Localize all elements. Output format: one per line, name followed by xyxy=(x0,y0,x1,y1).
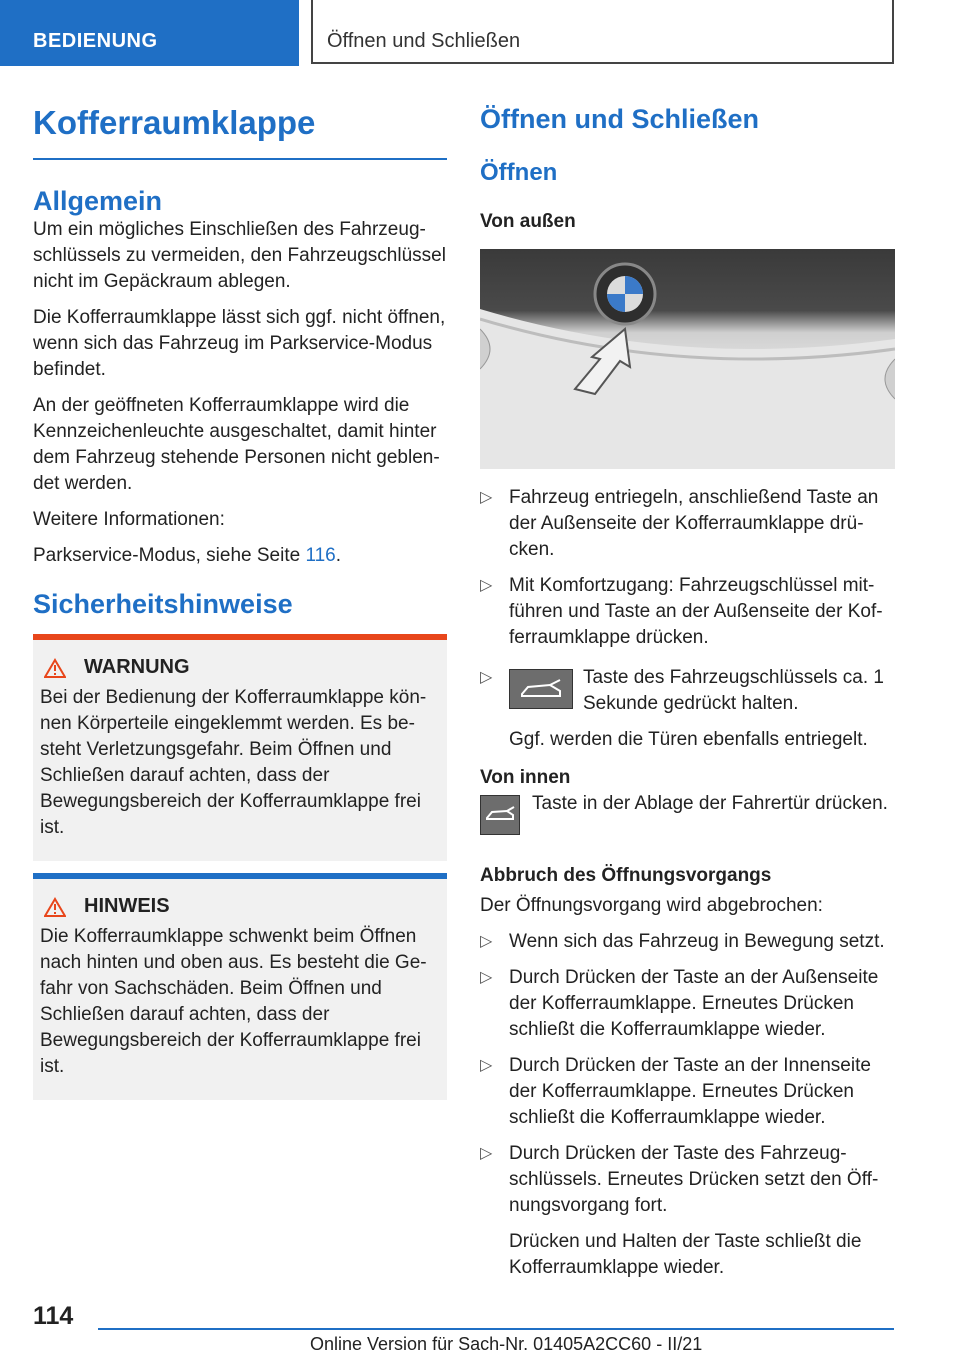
warning-box xyxy=(33,640,447,861)
safety-heading: Sicherheitshinweise xyxy=(33,589,293,619)
abort-heading: Abbruch des Öffnungsvorgangs xyxy=(480,865,772,886)
note-triangle-icon xyxy=(44,897,66,917)
period: . xyxy=(335,545,342,566)
bullet-text: Durch Drücken der Taste des Fahrzeugschlüssels. Erneutes Drücken setzt den Öffnungsvorgang fort. xyxy=(509,1143,879,1216)
outside-bullet-list xyxy=(480,485,895,753)
list-item xyxy=(480,1053,895,1131)
page-title: Kofferraumklappe xyxy=(33,104,447,160)
footer-online-text: Online Version für Sach-Nr. 01405A2CC60 - II/21 xyxy=(310,1334,703,1354)
allgemein-paragraph-2: Die Kofferraumklappe lässt sich ggf. nicht öffnen, wenn sich das Fahrzeug im Parkservice-Modus befindet. xyxy=(33,307,446,380)
header-section-tab xyxy=(0,0,299,66)
allgemein-heading: Allgemein xyxy=(33,186,163,216)
bullet-glyph: ▷ xyxy=(480,1057,493,1074)
header-chapter-tab xyxy=(311,0,894,64)
warning-triangle-icon xyxy=(44,658,66,678)
bullet-glyph: ▷ xyxy=(480,489,493,506)
list-item xyxy=(480,965,895,1043)
door-trunk-button-icon xyxy=(480,795,520,835)
key-trunk-button-icon xyxy=(509,669,573,709)
bullet-text: Fahrzeug entriegeln, anschließend Taste an der Außenseite der Kofferraumklappe drücken. xyxy=(509,487,879,560)
key-bullet-text: Taste des Fahrzeugschlüssels ca. 1 Sekunde gedrückt halten. xyxy=(583,667,884,714)
left-column xyxy=(33,104,447,1100)
header-section-label: BEDIENUNG xyxy=(33,30,158,52)
bullet-glyph: ▷ xyxy=(480,969,493,986)
list-item xyxy=(480,1141,895,1281)
allgemein-paragraph-4: Weitere Informationen: xyxy=(33,509,225,530)
note-title: HINWEIS xyxy=(84,895,170,917)
right-column xyxy=(480,104,895,1291)
abort-final: Drücken und Halten der Taste schließt die Kofferraumklappe wieder. xyxy=(509,1231,862,1278)
bullet-glyph: ▷ xyxy=(480,669,493,686)
warning-title: WARNUNG xyxy=(84,656,190,678)
page-116-link[interactable]: 116 xyxy=(305,545,336,566)
note-box xyxy=(33,879,447,1100)
bullet-glyph: ▷ xyxy=(480,577,493,594)
allgemein-paragraph-1: Um ein mögliches Einschließen des Fahrzeugschlüssels zu vermeiden, den Fahrzeugschlüssel nicht im Gepäckraum ablegen. xyxy=(33,219,446,292)
warning-text: Bei der Bedienung der Kofferraumklappe können Körperteile eingeklemmt werden. Es besteht Verletzungsgefahr. Beim Öffnen und Schließen darauf achten, dass der Bewegungsbereich der Kofferraumklappe frei ist. xyxy=(40,687,427,838)
trunk-button-photo xyxy=(480,249,895,469)
bullet-text: Wenn sich das Fahrzeug in Bewegung setzt. xyxy=(509,931,885,952)
footer-line xyxy=(98,1328,894,1330)
inside-text: Taste in der Ablage der Fahrertür drücken. xyxy=(532,793,888,814)
outside-heading: Von außen xyxy=(480,211,576,232)
inside-heading: Von innen xyxy=(480,767,571,788)
list-item xyxy=(480,665,895,753)
header-chapter-label: Öffnen und Schließen xyxy=(327,30,521,52)
key-note: Ggf. werden die Türen ebenfalls entriegelt. xyxy=(509,729,868,750)
bullet-text: Durch Drücken der Taste an der Außenseite der Kofferraumklappe. Erneutes Drücken schließt die Kofferraumklappe wieder. xyxy=(509,967,879,1040)
page-number: 114 xyxy=(33,1302,74,1330)
inside-row xyxy=(480,795,895,835)
bullet-text: Durch Drücken der Taste an der Innenseite der Kofferraumklappe. Erneutes Drücken schließt die Kofferraumklappe wieder. xyxy=(509,1055,871,1128)
allgemein-paragraph-3: An der geöffneten Kofferraumklappe wird die Kennzeichenleuchte ausgeschaltet, damit hinter dem Fahrzeug stehende Personen nicht geblendet werden. xyxy=(33,395,440,494)
section-title: Öffnen und Schließen xyxy=(480,104,760,134)
list-item xyxy=(480,573,895,651)
bullet-glyph: ▷ xyxy=(480,933,493,950)
note-text: Die Kofferraumklappe schwenkt beim Öffnen nach hinten und oben aus. Es besteht die Gefahr von Sachschäden. Beim Öffnen und Schließen darauf achten, dass der Bewegungsbereich der Kofferraumklappe frei ist. xyxy=(40,926,427,1077)
list-item xyxy=(480,929,895,955)
open-heading: Öffnen xyxy=(480,159,558,186)
abort-bullet-list xyxy=(480,929,895,1281)
parkservice-text: Parkservice-Modus, siehe Seite xyxy=(33,545,306,566)
list-item xyxy=(480,485,895,563)
bullet-glyph: ▷ xyxy=(480,1145,493,1162)
abort-intro: Der Öffnungsvorgang wird abgebrochen: xyxy=(480,895,823,916)
allgemein-paragraph-5 xyxy=(33,543,447,569)
bullet-text: Mit Komfortzugang: Fahrzeugschlüssel mitführen und Taste an der Außenseite der Kofferraumklappe drücken. xyxy=(509,575,883,648)
